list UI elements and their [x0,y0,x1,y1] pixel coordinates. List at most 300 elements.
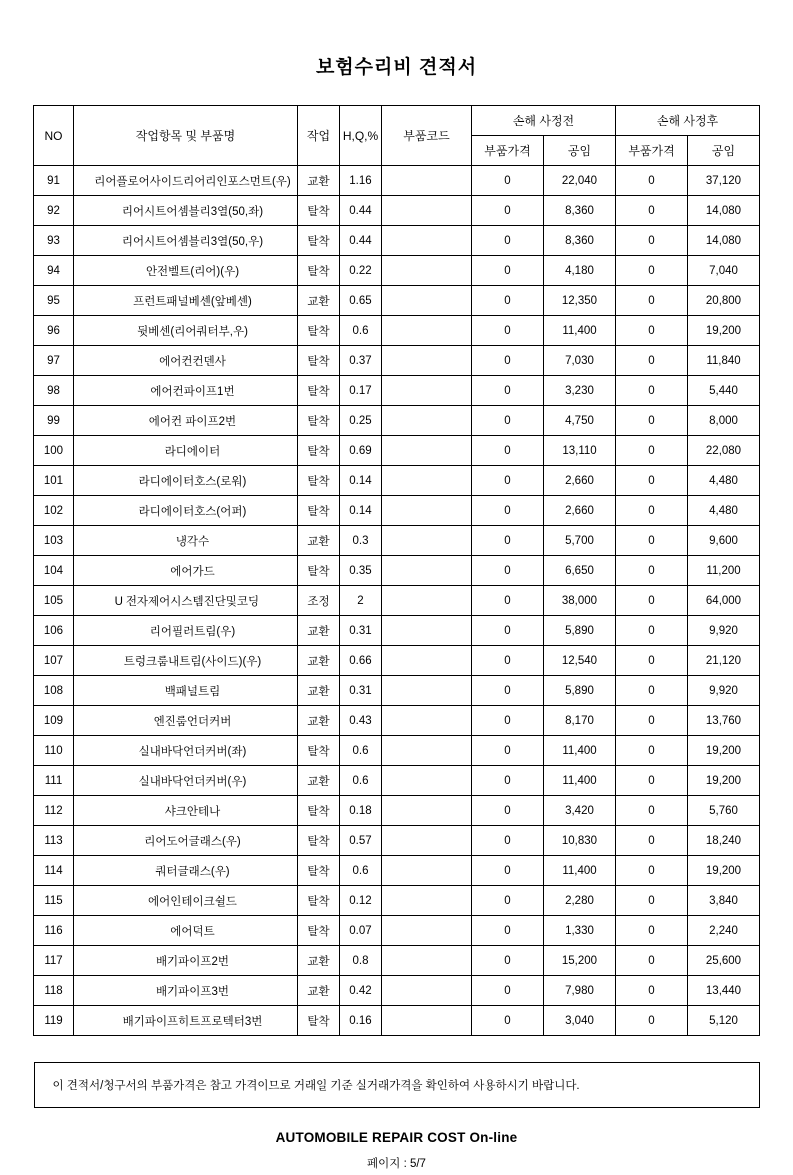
cell-work: 교환 [297,646,339,676]
cell-work: 탈착 [297,556,339,586]
cell-work: 탈착 [297,886,339,916]
cell-after-part-price: 0 [616,946,688,976]
cell-work: 탈착 [297,316,339,346]
cell-item-name [73,196,297,226]
cell-before-labor: 7,030 [543,346,615,376]
cell-no: 101 [33,466,73,496]
page-title: 보험수리비 견적서 [315,57,478,78]
cell-after-labor: 13,440 [688,976,760,1006]
cell-item-name-text: 리어도어글래스(우) [144,835,241,848]
cell-hq: 0.6 [339,856,381,886]
cell-after-labor: 3,840 [688,886,760,916]
cell-after-part-price: 0 [616,646,688,676]
cell-no: 112 [33,796,73,826]
cell-hq: 0.69 [339,436,381,466]
cell-part-code [381,286,471,316]
cell-before-part-price: 0 [471,226,543,256]
cell-before-part-price: 0 [471,496,543,526]
footer-page-number: 페이지 : 5/7 [367,1158,426,1170]
cell-work: 탈착 [297,796,339,826]
cell-part-code [381,166,471,196]
cell-before-part-price: 0 [471,856,543,886]
cell-no: 94 [33,256,73,286]
cell-before-labor: 6,650 [543,556,615,586]
cell-work: 탈착 [297,346,339,376]
cell-item-name [73,616,297,646]
header-after-labor: 공임 [688,136,760,166]
cell-before-labor: 4,750 [543,406,615,436]
table-row [33,616,759,646]
estimate-page [0,52,793,1175]
cell-item-name [73,496,297,526]
cell-after-part-price: 0 [616,526,688,556]
cell-before-part-price: 0 [471,736,543,766]
cell-after-labor: 14,080 [688,196,760,226]
cell-after-part-price: 0 [616,676,688,706]
cell-after-part-price: 0 [616,376,688,406]
cell-part-code [381,466,471,496]
table-row [33,706,759,736]
cell-before-part-price: 0 [471,436,543,466]
header-after-part-price: 부품가격 [616,136,688,166]
cell-no: 98 [33,376,73,406]
cell-hq: 0.16 [339,1006,381,1036]
cell-mark: U [114,595,123,608]
cell-part-code [381,436,471,466]
cell-before-labor: 11,400 [543,856,615,886]
cell-item-name [73,256,297,286]
table-row [33,976,759,1006]
cell-part-code [381,256,471,286]
cell-item-name-text: 프런트패널베센(앞베센) [133,295,252,308]
cell-before-labor: 11,400 [543,766,615,796]
cell-work: 탈착 [297,466,339,496]
table-row [33,376,759,406]
cell-no: 102 [33,496,73,526]
cell-no: 106 [33,616,73,646]
table-row [33,946,759,976]
cell-work: 교환 [297,976,339,1006]
cell-after-labor: 8,000 [688,406,760,436]
cell-item-name-text: 배기파이프히트프로텍터3번 [122,1015,263,1028]
cell-work: 교환 [297,706,339,736]
cell-after-part-price: 0 [616,916,688,946]
cell-part-code [381,856,471,886]
cell-after-labor: 11,840 [688,346,760,376]
cell-no: 91 [33,166,73,196]
cell-after-labor: 13,760 [688,706,760,736]
cell-no: 109 [33,706,73,736]
cell-part-code [381,316,471,346]
cell-hq: 0.37 [339,346,381,376]
cell-before-part-price: 0 [471,916,543,946]
cell-item-name-text: 리어시트어셈블리3열(50,우) [121,235,264,248]
cell-item-name-text: 엔진룸언더커버 [153,715,232,728]
cell-item-name-text: 에어가드 [170,565,215,578]
cell-before-part-price: 0 [471,526,543,556]
cell-before-labor: 2,280 [543,886,615,916]
cell-part-code [381,496,471,526]
cell-item-name-text: 리어필러트림(우) [149,625,236,638]
cell-after-part-price: 0 [616,256,688,286]
cell-part-code [381,586,471,616]
cell-after-part-price: 0 [616,556,688,586]
cell-item-name [73,766,297,796]
cell-before-labor: 13,110 [543,436,615,466]
cell-no: 114 [33,856,73,886]
cell-part-code [381,886,471,916]
cell-before-part-price: 0 [471,1006,543,1036]
table-row [33,466,759,496]
cell-before-labor: 8,360 [543,226,615,256]
cell-work: 탈착 [297,856,339,886]
cell-no: 115 [33,886,73,916]
cell-part-code [381,826,471,856]
table-row [33,256,759,286]
cell-item-name-text: 뒷베센(리어쿼터부,우) [137,325,248,338]
cell-hq: 1.16 [339,166,381,196]
cell-after-part-price: 0 [616,466,688,496]
table-row [33,196,759,226]
cell-before-labor: 1,330 [543,916,615,946]
cell-before-labor: 15,200 [543,946,615,976]
cell-after-part-price: 0 [616,766,688,796]
cell-after-part-price: 0 [616,976,688,1006]
footer-brand: AUTOMOBILE REPAIR COST On-line [275,1130,518,1145]
cell-no: 108 [33,676,73,706]
cell-hq: 0.57 [339,826,381,856]
cell-after-labor: 20,800 [688,286,760,316]
cell-after-labor: 25,600 [688,946,760,976]
table-row [33,736,759,766]
cell-before-part-price: 0 [471,406,543,436]
cell-after-labor: 9,920 [688,676,760,706]
cell-item-name-text: 에어컨 파이프2번 [148,415,237,428]
cell-before-part-price: 0 [471,706,543,736]
header-before-part-price: 부품가격 [471,136,543,166]
table-row [33,586,759,616]
cell-part-code [381,226,471,256]
cell-after-part-price: 0 [616,436,688,466]
cell-item-name [73,286,297,316]
cell-work: 탈착 [297,496,339,526]
cell-part-code [381,616,471,646]
cell-before-labor: 38,000 [543,586,615,616]
cell-item-name [73,946,297,976]
table-row [33,436,759,466]
cell-after-part-price: 0 [616,796,688,826]
cell-no: 104 [33,556,73,586]
cell-before-part-price: 0 [471,196,543,226]
cell-after-labor: 37,120 [688,166,760,196]
cell-hq: 2 [339,586,381,616]
cell-work: 교환 [297,676,339,706]
repair-cost-table [33,105,760,1036]
cell-no: 100 [33,436,73,466]
cell-before-part-price: 0 [471,676,543,706]
cell-hq: 0.12 [339,886,381,916]
cell-item-name [73,226,297,256]
cell-hq: 0.14 [339,496,381,526]
cell-before-labor: 3,230 [543,376,615,406]
cell-after-labor: 22,080 [688,436,760,466]
cell-before-part-price: 0 [471,826,543,856]
cell-part-code [381,406,471,436]
cell-no: 110 [33,736,73,766]
cell-after-part-price: 0 [616,316,688,346]
cell-before-part-price: 0 [471,556,543,586]
cell-item-name [73,586,297,616]
cell-before-labor: 11,400 [543,736,615,766]
table-header [33,106,759,166]
cell-item-name [73,166,297,196]
cell-item-name [73,826,297,856]
cell-after-part-price: 0 [616,736,688,766]
cell-hq: 0.3 [339,526,381,556]
cell-part-code [381,556,471,586]
cell-before-part-price: 0 [471,976,543,1006]
cell-item-name [73,736,297,766]
cell-part-code [381,646,471,676]
cell-part-code [381,976,471,1006]
cell-after-part-price: 0 [616,226,688,256]
cell-item-name [73,856,297,886]
cell-after-part-price: 0 [616,346,688,376]
cell-item-name-text: 라디에이터호스(어퍼) [138,505,247,518]
cell-work: 교환 [297,286,339,316]
cell-no: 105 [33,586,73,616]
cell-hq: 0.65 [339,286,381,316]
cell-work: 탈착 [297,916,339,946]
cell-item-name [73,376,297,406]
cell-hq: 0.14 [339,466,381,496]
cell-hq: 0.17 [339,376,381,406]
cell-item-name-text: 전자제어시스템진단및코딩 [125,595,260,608]
table-row [33,346,759,376]
cell-before-part-price: 0 [471,376,543,406]
cell-item-name-text: 라디에이터호스(로워) [138,475,247,488]
cell-item-name [73,796,297,826]
cell-before-part-price: 0 [471,586,543,616]
cell-before-labor: 12,540 [543,646,615,676]
cell-work: 탈착 [297,406,339,436]
cell-hq: 0.44 [339,226,381,256]
cell-hq: 0.8 [339,946,381,976]
table-row [33,826,759,856]
cell-item-name [73,976,297,1006]
table-row [33,766,759,796]
header-before-group: 손해 사정전 [471,106,615,136]
cell-hq: 0.6 [339,316,381,346]
table-body [33,166,759,1036]
header-part-code: 부품코드 [381,106,471,166]
cell-no: 117 [33,946,73,976]
cell-hq: 0.18 [339,796,381,826]
cell-before-labor: 5,890 [543,676,615,706]
cell-before-labor: 8,170 [543,706,615,736]
cell-item-name-text: 안전벨트(리어)(우) [145,265,240,278]
cell-work: 탈착 [297,736,339,766]
cell-after-part-price: 0 [616,856,688,886]
cell-after-labor: 19,200 [688,736,760,766]
cell-work: 교환 [297,946,339,976]
table-row [33,406,759,436]
cell-hq: 0.22 [339,256,381,286]
cell-item-name-text: 에어덕트 [170,925,215,938]
cell-after-labor: 19,200 [688,856,760,886]
cell-work: 교환 [297,166,339,196]
table-row [33,856,759,886]
cell-item-name-text: 리어플로어사이드리어리인포스먼트(우) [94,175,291,188]
header-work: 작업 [297,106,339,166]
cell-work: 탈착 [297,256,339,286]
table-row [33,646,759,676]
cell-item-name-text: 배기파이프2번 [155,955,230,968]
cell-item-name [73,466,297,496]
cell-work: 조정 [297,586,339,616]
header-no: NO [33,106,73,166]
cell-hq: 0.31 [339,676,381,706]
cell-before-labor: 5,700 [543,526,615,556]
cell-item-name [73,1006,297,1036]
cell-before-labor: 22,040 [543,166,615,196]
cell-no: 107 [33,646,73,676]
cell-after-labor: 19,200 [688,316,760,346]
cell-work: 탈착 [297,196,339,226]
cell-item-name [73,526,297,556]
cell-before-part-price: 0 [471,886,543,916]
cell-work: 탈착 [297,436,339,466]
cell-part-code [381,1006,471,1036]
cell-no: 113 [33,826,73,856]
table-row [33,316,759,346]
cell-part-code [381,916,471,946]
cell-part-code [381,196,471,226]
table-row [33,496,759,526]
cell-part-code [381,736,471,766]
cell-item-name [73,316,297,346]
cell-part-code [381,796,471,826]
cell-hq: 0.66 [339,646,381,676]
table-row [33,1006,759,1036]
cell-item-name-text: 백패널트림 [164,685,221,698]
cell-no: 99 [33,406,73,436]
cell-before-labor: 3,040 [543,1006,615,1036]
cell-after-labor: 5,440 [688,376,760,406]
table-row [33,226,759,256]
header-after-group: 손해 사정후 [616,106,760,136]
cell-hq: 0.44 [339,196,381,226]
cell-item-name-text: 에어컨파이프1번 [150,385,235,398]
cell-after-part-price: 0 [616,286,688,316]
cell-no: 93 [33,226,73,256]
cell-item-name-text: 냉각수 [175,535,210,548]
cell-work: 탈착 [297,1006,339,1036]
cell-no: 97 [33,346,73,376]
cell-item-name [73,436,297,466]
cell-item-name [73,886,297,916]
cell-hq: 0.6 [339,766,381,796]
cell-item-name [73,706,297,736]
cell-before-part-price: 0 [471,946,543,976]
cell-work: 교환 [297,616,339,646]
cell-before-labor: 10,830 [543,826,615,856]
cell-after-labor: 5,760 [688,796,760,826]
cell-after-part-price: 0 [616,1006,688,1036]
cell-item-name [73,556,297,586]
cell-no: 96 [33,316,73,346]
cell-no: 116 [33,916,73,946]
cell-before-part-price: 0 [471,466,543,496]
cell-before-part-price: 0 [471,616,543,646]
table-row [33,886,759,916]
cell-before-part-price: 0 [471,646,543,676]
cell-after-labor: 64,000 [688,586,760,616]
cell-hq: 0.6 [339,736,381,766]
cell-before-part-price: 0 [471,316,543,346]
cell-before-labor: 3,420 [543,796,615,826]
cell-hq: 0.42 [339,976,381,1006]
cell-hq: 0.35 [339,556,381,586]
cell-work: 탈착 [297,226,339,256]
header-item-name: 작업항목 및 부품명 [73,106,297,166]
table-row [33,286,759,316]
cell-work: 탈착 [297,376,339,406]
cell-hq: 0.43 [339,706,381,736]
table-row [33,526,759,556]
cell-before-labor: 11,400 [543,316,615,346]
cell-before-part-price: 0 [471,796,543,826]
cell-work: 탈착 [297,826,339,856]
cell-before-labor: 2,660 [543,466,615,496]
cell-after-part-price: 0 [616,616,688,646]
cell-item-name-text: 샤크안테나 [164,805,221,818]
cell-before-part-price: 0 [471,766,543,796]
cell-item-name-text: 트렁크룸내트림(사이드)(우) [123,655,262,668]
cell-before-part-price: 0 [471,286,543,316]
cell-item-name [73,406,297,436]
cell-after-labor: 14,080 [688,226,760,256]
cell-item-name-text: 에어인테이크쉴드 [148,895,237,908]
header-before-labor: 공임 [543,136,615,166]
cell-work: 교환 [297,526,339,556]
cell-after-part-price: 0 [616,826,688,856]
cell-item-name-text: 쿼터글래스(우) [155,865,230,878]
cell-after-part-price: 0 [616,706,688,736]
cell-part-code [381,526,471,556]
table-row [33,796,759,826]
table-row [33,556,759,586]
cell-after-part-price: 0 [616,886,688,916]
cell-after-labor: 4,480 [688,496,760,526]
cell-part-code [381,706,471,736]
cell-no: 103 [33,526,73,556]
cell-after-part-price: 0 [616,196,688,226]
cell-before-labor: 8,360 [543,196,615,226]
cell-before-labor: 12,350 [543,286,615,316]
cell-after-labor: 4,480 [688,466,760,496]
cell-before-labor: 7,980 [543,976,615,1006]
cell-after-part-price: 0 [616,406,688,436]
notice-text: 이 견적서/청구서의 부품가격은 참고 가격이므로 거래일 기준 실거래가격을 확인하여 사용하시기 바랍니다. [52,1080,580,1092]
cell-after-part-price: 0 [616,166,688,196]
cell-item-name-text: 에어컨컨덴사 [159,355,226,368]
cell-hq: 0.31 [339,616,381,646]
cell-item-name-text: 라디에이터 [164,445,221,458]
cell-no: 111 [33,766,73,796]
cell-after-labor: 11,200 [688,556,760,586]
cell-part-code [381,676,471,706]
